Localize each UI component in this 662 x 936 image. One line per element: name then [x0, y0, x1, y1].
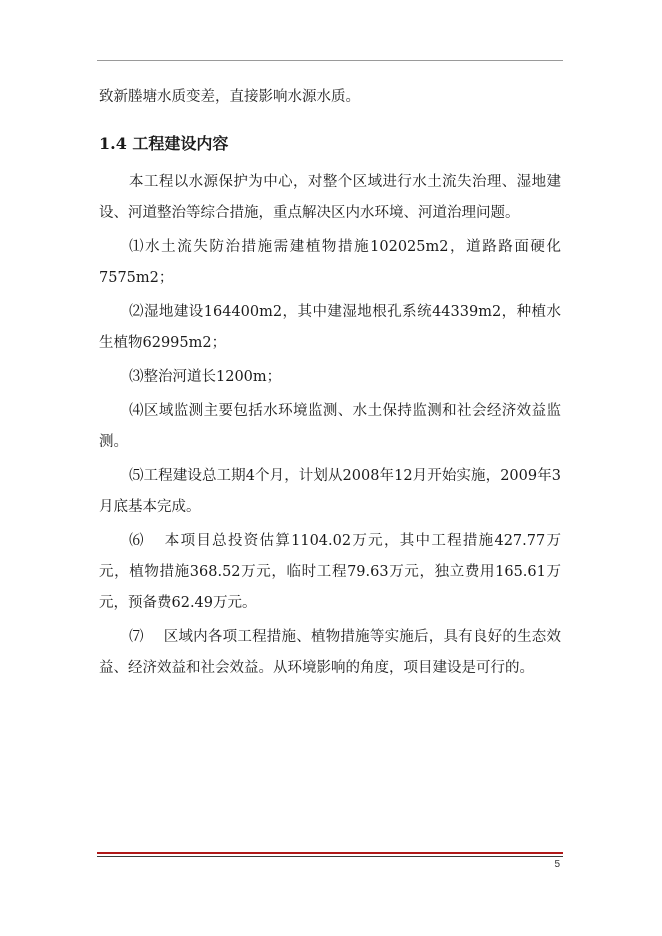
intro-paragraph: 本工程以水源保护为中心，对整个区域进行水土流失治理、湿地建设、河道整治等综合措施，重点解决区内水环境、河道治理问题。	[99, 174, 561, 221]
item-number: ⑸	[129, 468, 144, 484]
item-number: ⑵	[129, 304, 144, 320]
list-item-6	[99, 526, 561, 619]
item-number: ⑷	[129, 403, 144, 419]
footer-rule-dark	[97, 856, 563, 857]
item-text: 工程建设总工期4个月，计划从2008年12月开始实施，2009年3月底基本完成。	[99, 468, 562, 515]
document-body	[99, 82, 561, 684]
list-item-7	[99, 622, 561, 684]
item-number: ⑹	[129, 533, 145, 549]
continuation-paragraph: 致新塍塘水质变差，直接影响水源水质。	[99, 89, 360, 105]
item-number: ⑴	[129, 239, 146, 255]
list-item-4	[99, 396, 561, 458]
footer-rule-red	[97, 852, 563, 854]
list-item-5	[99, 461, 561, 523]
header-rule	[97, 60, 563, 61]
item-number: ⑶	[129, 369, 144, 385]
item-text: 湿地建设164400m2，其中建湿地根孔系统44339m2，种植水生植物62995m2；	[99, 304, 561, 351]
list-item-1	[99, 232, 561, 294]
item-text: 水土流失防治措施需建植物措施102025m2，道路路面硬化7575m2；	[99, 239, 561, 286]
item-text: 整治河道长1200m；	[143, 369, 282, 385]
list-item-3	[99, 362, 561, 393]
page-number: 5	[554, 859, 560, 870]
item-text: 本项目总投资估算1104.02万元，其中工程措施427.77万元，植物措施368.52万元，临时工程79.63万元，独立费用165.61万元，预备费62.49万元。	[99, 533, 561, 611]
section-heading: 1.4 工程建设内容	[99, 134, 229, 153]
list-item-2	[99, 297, 561, 359]
item-text: 区域内各项工程措施、植物措施等实施后，具有良好的生态效益、经济效益和社会效益。从环境影响的角度，项目建设是可行的。	[99, 629, 562, 676]
item-text: 区域监测主要包括水环境监测、水土保持监测和社会经济效益监测。	[99, 403, 562, 450]
item-number: ⑺	[129, 629, 144, 645]
